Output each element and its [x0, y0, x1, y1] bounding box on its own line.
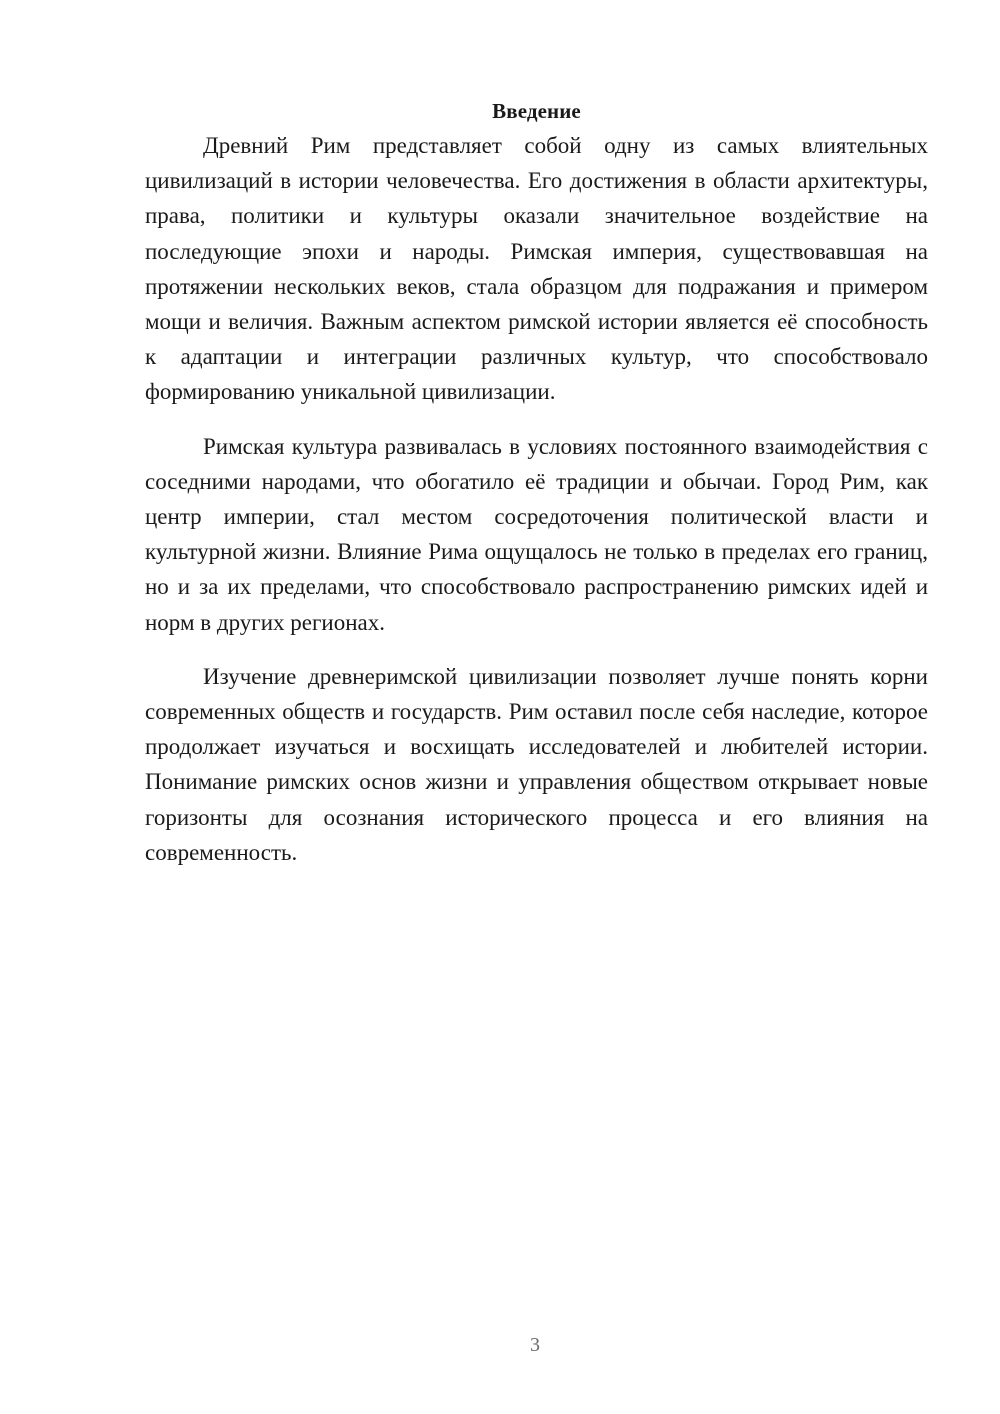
page-content — [145, 96, 928, 889]
page-number: 3 — [530, 1334, 540, 1356]
section-title: Введение — [492, 99, 581, 123]
paragraph-2: Римская культура развивалась в условиях постоянного взаимодействия с соседними народами, что обогатило её традиции и обычаи. Город Рим, как центр империи, стал местом сосредоточения политической власти и культурной жизни. Влияние Рима ощущалось не только в пределах его границ, но и за их пределами, что способствовало распространению римских идей и норм в других регионах. — [145, 433, 928, 635]
paragraph-1: Древний Рим представляет собой одну из самых влиятельных цивилизаций в истории человечества. Его достижения в области архитектуры, права, политики и культуры оказали значительное воздействие на последующие эпохи и народы. Римская империя, существовавшая на протяжении нескольких веков, стала образцом для подражания и примером мощи и величия. Важным аспектом римской истории является её способность к адаптации и интеграции различных культур, что способствовало формированию уникальной цивилизации. — [145, 133, 928, 405]
paragraph-3: Изучение древнеримской цивилизации позволяет лучше понять корни современных обществ и государств. Рим оставил после себя наследие, которое продолжает изучаться и восхищать исследователей и любителей истории. Понимание римских основ жизни и управления обществом открывает новые горизонты для осознания исторического процесса и его влияния на современность. — [145, 663, 928, 865]
